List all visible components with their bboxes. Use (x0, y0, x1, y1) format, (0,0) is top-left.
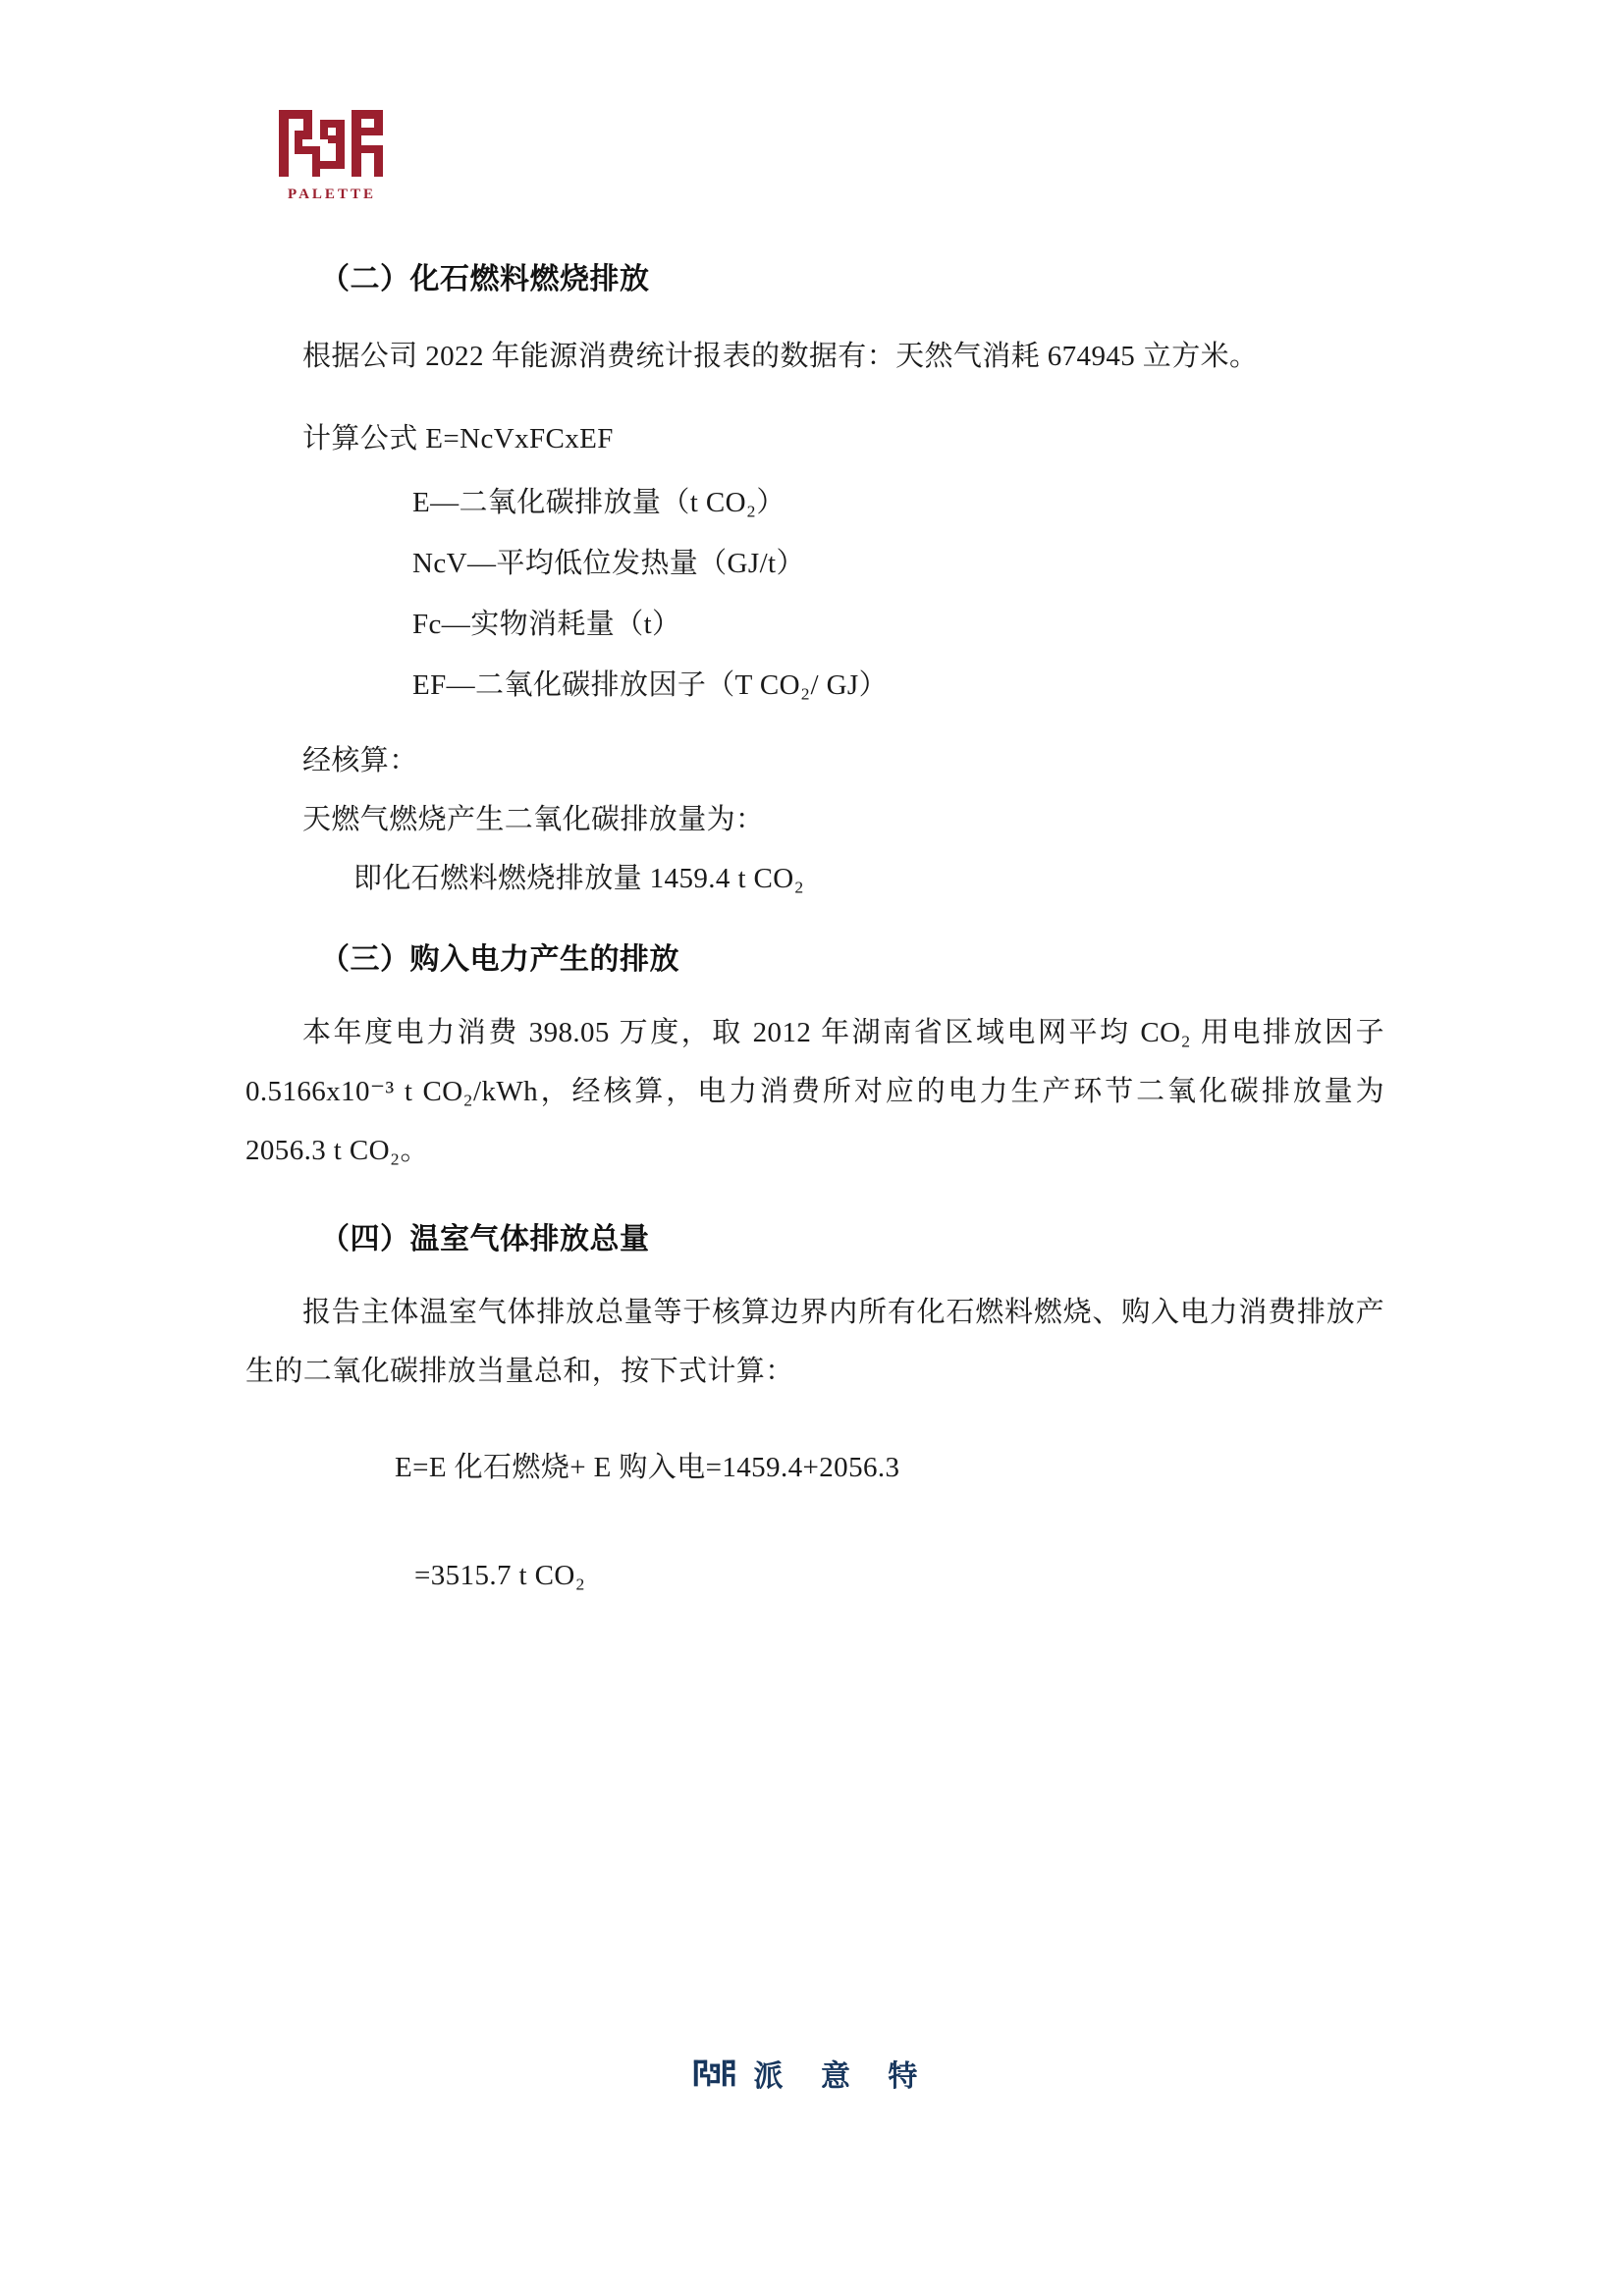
definition-item: EF—二氧化碳排放因子（T CO₂/ GJ） (412, 669, 889, 701)
document-body (245, 257, 1384, 1605)
formula-definitions (245, 472, 1384, 716)
section-heading-3: （三）购入电力产生的排放 (320, 942, 679, 977)
section-2-paragraph-1: 根据公司 2022 年能源消费统计报表的数据有：天然气消耗 674945 立方米。 (302, 341, 1259, 372)
section-3-paragraph-1: 本年度电力消费 398.05 万度，取 2012 年湖南省区域电网平均 CO₂ 用电排放因子 0.5166x10⁻³ t CO₂/kWh，经核算，电力消费所对应的电力生产环节二氧化碳排放量为 2056.3 t CO₂。 (245, 1017, 1384, 1166)
header-logo (263, 106, 401, 203)
spacer (245, 716, 1384, 731)
section-2-formula: 计算公式 E=NcVxFCxEF (302, 423, 614, 454)
spacer (245, 1188, 1384, 1217)
footer-brand-name: 派 意 特 (753, 2059, 932, 2094)
section-2-after-2: 天燃气燃烧产生二氧化碳排放量为： (302, 804, 765, 835)
definition-item: E—二氧化碳排放量（t CO₂） (412, 487, 785, 518)
section-2-after-1: 经核算： (302, 745, 418, 776)
section-heading-4: （四）温室气体排放总量 (320, 1222, 650, 1256)
definition-item: Fc—实物消耗量（t） (412, 609, 681, 640)
spacer (245, 908, 1384, 937)
page-footer (0, 2052, 1624, 2095)
section-2-result: 即化石燃料燃烧排放量 1459.4 t CO₂ (353, 863, 805, 894)
definition-item: NcV—平均低位发热量（GJ/t） (412, 548, 805, 579)
total-emission-formula (245, 1438, 1384, 1605)
logo-wordmark: PALETTE (288, 187, 376, 202)
section-heading-2: （二）化石燃料燃烧排放 (320, 262, 650, 296)
palette-maze-logo-icon (277, 106, 387, 181)
total-formula-line-1: E=E 化石燃烧+ E 购入电=1459.4+2056.3 (395, 1452, 900, 1483)
total-formula-line-2: =3515.7 t CO₂ (414, 1560, 586, 1591)
spacer (245, 394, 1384, 409)
palette-maze-logo-icon (693, 2052, 736, 2095)
section-4-paragraph-1: 报告主体温室气体排放总量等于核算边界内所有化石燃料燃烧、购入电力消费排放产生的二氧化碳排放当量总和，按下式计算： (245, 1297, 1384, 1387)
